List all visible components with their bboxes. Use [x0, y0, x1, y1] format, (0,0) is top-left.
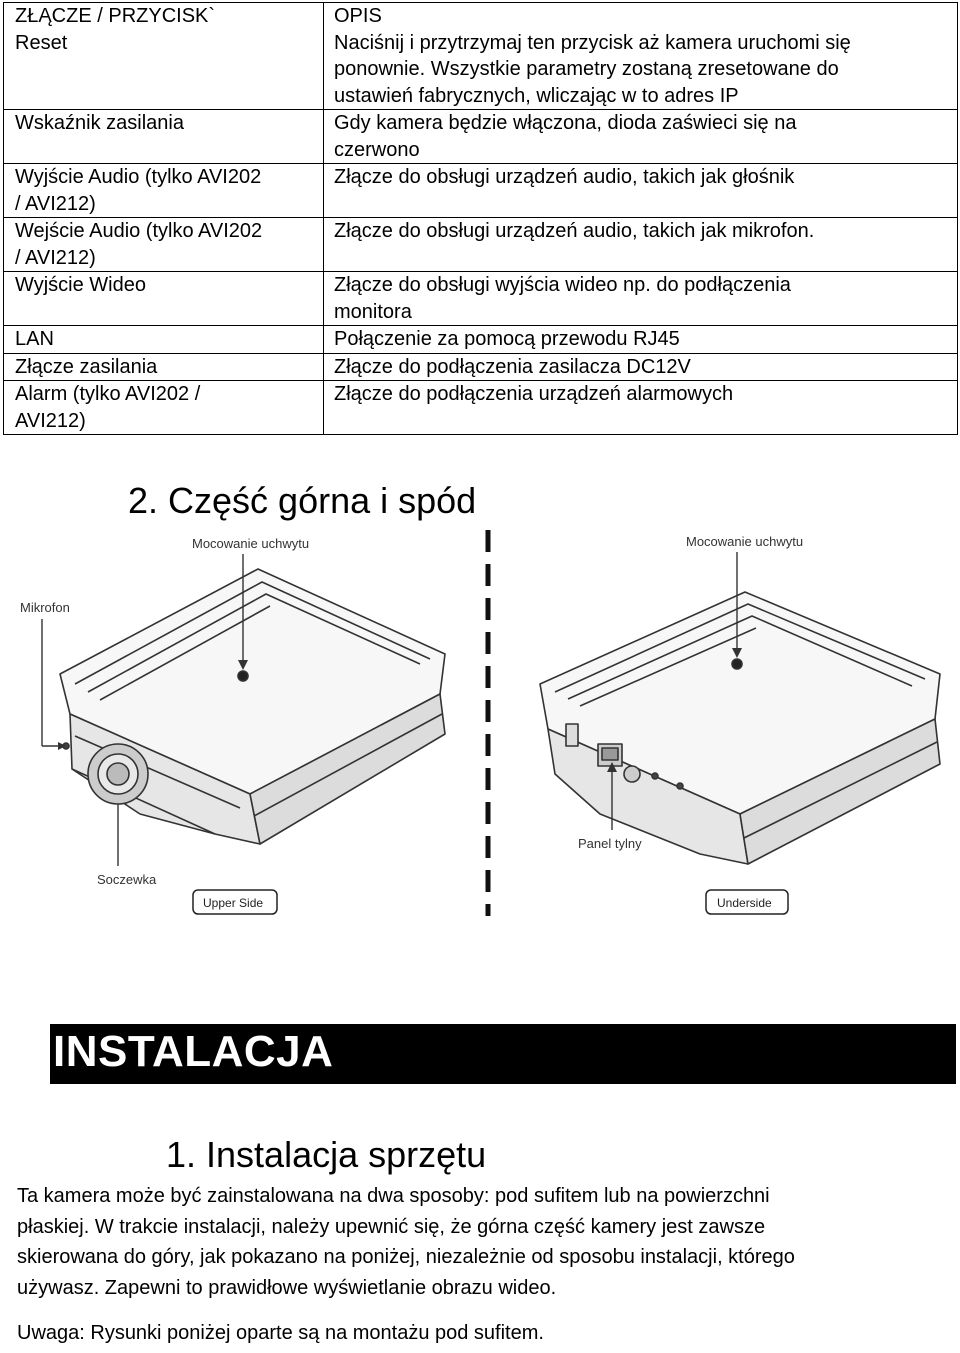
underside-badge-label: Underside	[717, 896, 772, 910]
label-lens: Soczewka	[97, 872, 157, 887]
camera-underside	[540, 592, 940, 864]
row-desc: Złącze do obsługi wyjścia wideo np. do podłączenia	[334, 274, 791, 296]
row-desc: monitora	[334, 300, 412, 323]
paragraph-line: używasz. Zapewni to prawidłowe wyświetlanie obrazu wideo.	[17, 1276, 557, 1299]
header-description: OPIS	[324, 3, 958, 30]
connector-table	[3, 2, 958, 435]
label-rear-panel: Panel tylny	[578, 836, 642, 851]
row-desc: Złącze do podłączenia urządzeń alarmowych	[334, 383, 734, 405]
label-mount-right: Mocowanie uchwytu	[686, 534, 804, 549]
row-name: / AVI212)	[15, 192, 96, 215]
table-row	[4, 326, 958, 354]
camera-upper-side	[60, 569, 445, 844]
row-name: Wyjście Audio (tylko AVI202	[15, 166, 262, 188]
header-connector: ZŁĄCZE / PRZYCISK`	[4, 3, 324, 30]
label-mount-left: Mocowanie uchwytu	[192, 536, 310, 551]
row-desc: Złącze do podłączenia zasilacza DC12V	[334, 355, 691, 378]
installation-banner: INSTALACJA	[50, 1024, 956, 1084]
row-desc: Połączenie za pomocą przewodu RJ45	[334, 328, 680, 350]
section-title: Instalacja sprzętu	[206, 1134, 487, 1175]
section-number: 1.	[166, 1134, 197, 1175]
section-heading-hardware-install	[166, 1134, 486, 1176]
row-name: LAN	[15, 328, 54, 350]
row-name: Wskaźnik zasilania	[15, 112, 184, 134]
row-desc: ustawień fabrycznych, wliczając w to adres IP	[334, 84, 739, 107]
paragraph-line: skierowana do góry, jak pokazano na poniżej, niezależnie od sposobu instalacji, którego	[17, 1246, 795, 1268]
table-row	[4, 30, 958, 110]
table-row	[4, 110, 958, 164]
table-header-row	[4, 3, 958, 30]
table-row	[4, 164, 958, 218]
row-name: Alarm (tylko AVI202 /	[15, 383, 201, 405]
install-paragraph	[17, 1181, 947, 1303]
row-desc: Złącze do obsługi urządzeń audio, takich jak głośnik	[334, 166, 795, 188]
table-row	[4, 381, 958, 435]
row-name: Wejście Audio (tylko AVI202	[15, 220, 263, 242]
row-name: Reset	[15, 31, 68, 54]
note-text: Uwaga: Rysunki poniżej oparte są na montażu pod sufitem.	[17, 1322, 544, 1344]
row-name: / AVI212)	[15, 246, 96, 269]
row-desc: Gdy kamera będzie włączona, dioda zaświeci się na	[334, 112, 797, 134]
section-title: Część górna i spód	[168, 480, 477, 521]
paragraph-line: Ta kamera może być zainstalowana na dwa sposoby: pod sufitem lub na powierzchni	[17, 1185, 770, 1207]
row-name: AVI212)	[15, 409, 86, 432]
row-name: Wyjście Wideo	[15, 274, 146, 296]
label-microphone: Mikrofon	[20, 600, 70, 615]
row-desc: ponownie. Wszystkie parametry zostaną zresetowane do	[334, 58, 839, 80]
upper-side-badge-label: Upper Side	[203, 896, 264, 910]
paragraph-line: płaskiej. W trakcie instalacji, należy upewnić się, że górna część kamery jest zawsze	[17, 1215, 766, 1238]
section-number: 2.	[128, 480, 159, 521]
row-name: Złącze zasilania	[15, 355, 158, 378]
table-row	[4, 218, 958, 272]
section-heading-top-bottom	[128, 480, 476, 522]
row-desc: Złącze do obsługi urządzeń audio, takich jak mikrofon.	[334, 220, 815, 242]
table-row	[4, 353, 958, 381]
table-row	[4, 272, 958, 326]
camera-illustration	[0, 524, 960, 924]
row-desc: czerwono	[334, 138, 420, 161]
row-desc: Naciśnij i przytrzymaj ten przycisk aż kamera uruchomi się	[334, 31, 851, 54]
